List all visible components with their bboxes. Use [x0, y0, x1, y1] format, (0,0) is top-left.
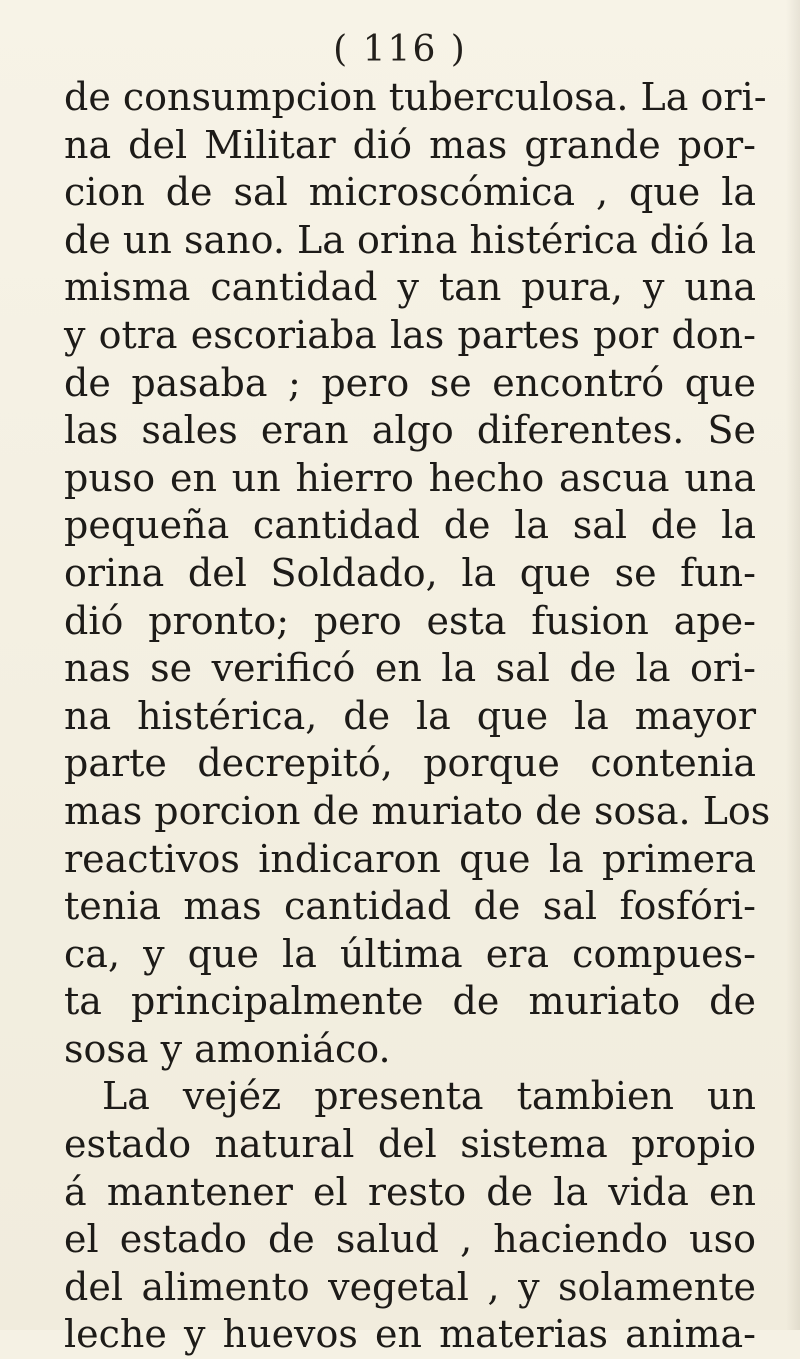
text-line: puso en un hierro hecho ascua una: [64, 455, 756, 500]
text-line: orina del Soldado, la que se fun-: [64, 550, 756, 595]
paragraph-first-line: La vejéz presenta tambien un: [102, 1074, 756, 1119]
body-text: [64, 74, 771, 1359]
text-line: na del Militar dió mas grande por-: [64, 122, 756, 167]
text-line: ca, y que la última era compues-: [64, 931, 756, 976]
text-line: las sales eran algo diferentes. Se: [64, 408, 756, 453]
text-line: dió pronto; pero esta fusion ape-: [64, 598, 756, 643]
text-line: tenia mas cantidad de sal fosfóri-: [64, 884, 756, 929]
text-line: parte decrepitó, porque contenia: [64, 741, 756, 786]
text-line: el estado de salud , haciendo uso: [64, 1217, 756, 1262]
text-line: leche y huevos en materias anima-: [64, 1312, 756, 1357]
text-line: estado natural del sistema propio: [64, 1122, 756, 1167]
text-line: de consumpcion tuberculosa. La ori-: [64, 75, 767, 119]
text-line: á mantener el resto de la vida en: [64, 1169, 756, 1214]
text-line: de pasaba ; pero se encontró que: [64, 360, 756, 405]
text-line: misma cantidad y tan pura, y una: [64, 265, 756, 310]
text-line: sosa y amoniáco.: [64, 1026, 391, 1071]
page-edge-shadow: [786, 0, 800, 1330]
text-line: pequeña cantidad de la sal de la: [64, 503, 756, 548]
text-line: del alimento vegetal , y solamente: [64, 1264, 756, 1309]
text-line: nas se verificó en la sal de la ori-: [64, 646, 756, 691]
page-number: ( 116 ): [333, 29, 467, 70]
text-line: ta principalmente de muriato de: [64, 979, 756, 1024]
text-line: reactivos indicaron que la primera: [64, 836, 756, 881]
text-line: y otra escoriaba las partes por don-: [64, 312, 756, 357]
text-line: na histérica, de la que la mayor: [64, 693, 756, 738]
text-line: mas porcion de muriato de sosa. Los: [64, 788, 771, 833]
text-line: de un sano. La orina histérica dió la: [64, 217, 756, 262]
text-line: cion de sal microscómica , que la: [64, 170, 756, 215]
